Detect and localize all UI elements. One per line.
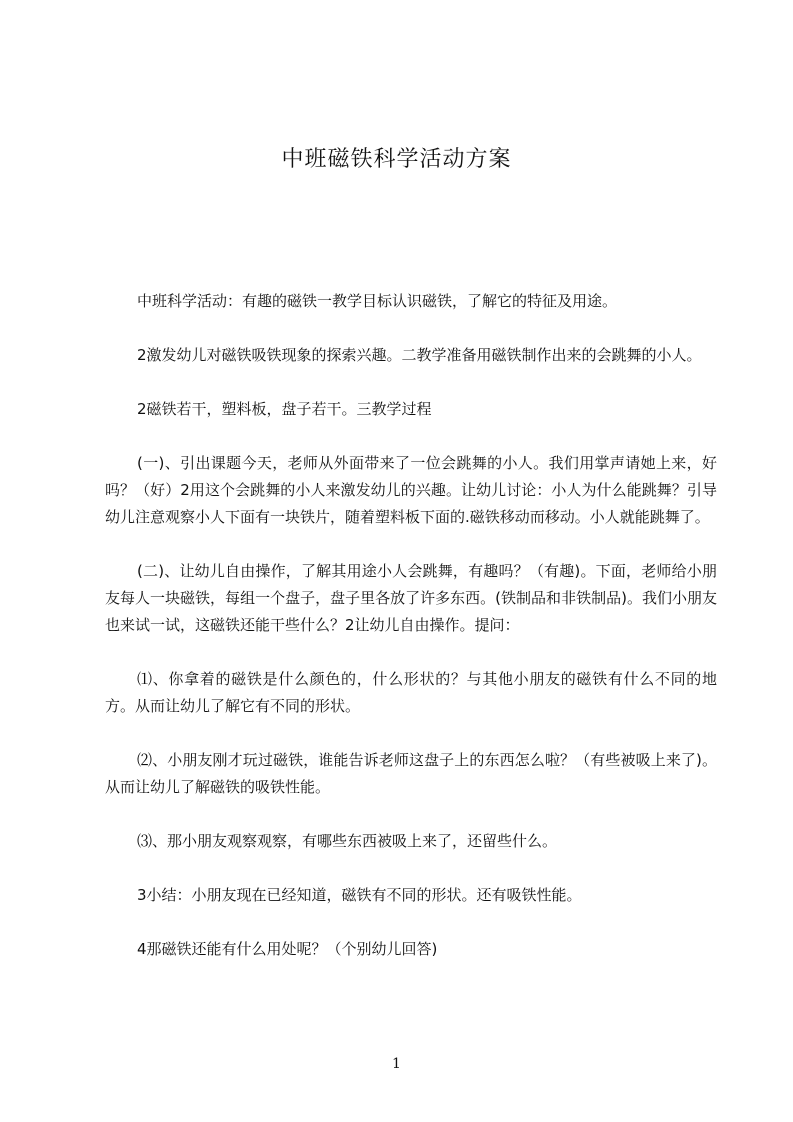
paragraph-step-2: (二)、让幼儿自由操作，了解其用途小人会跳舞，有趣吗？（有趣)。下面，老师给小朋友每人一块磁铁，每组一个盘子，盘子里各放了许多东西。(铁制品和非铁制品)。我们小朋友也来试一试，这磁铁还能干些什么？2让幼儿自由操作。提问： xyxy=(105,562,717,634)
paragraph-intro: 中班科学活动：有趣的磁铁一教学目标认识磁铁，了解它的特征及用途。 xyxy=(137,292,618,310)
paragraph-goal-2: 2激发幼儿对磁铁吸铁现象的探索兴趣。二教学准备用磁铁制作出来的会跳舞的小人。 xyxy=(137,346,702,364)
page-number: 1 xyxy=(392,1056,401,1072)
paragraph-summary: 3小结：小朋友现在已经知道，磁铁有不同的形状。还有吸铁性能。 xyxy=(137,886,582,904)
document-body xyxy=(105,288,717,990)
paragraph-question-3: ⑶、那小朋友观察观察，有哪些东西被吸上来了，还留些什么。 xyxy=(137,832,558,850)
paragraph-usage: 4那磁铁还能有什么用处呢？（个别幼儿回答) xyxy=(137,940,438,958)
paragraph-question-1: ⑴、你拿着的磁铁是什么颜色的，什么形状的？与其他小朋友的磁铁有什么不同的地方。从而让幼儿了解它有不同的形状。 xyxy=(105,670,717,715)
paragraph-question-2: ⑵、小朋友刚才玩过磁铁，谁能告诉老师这盘子上的东西怎么啦？（有些被吸上来了)。从而让幼儿了解磁铁的吸铁性能。 xyxy=(105,751,717,796)
paragraph-preparation: 2磁铁若干，塑料板，盘子若干。三教学过程 xyxy=(137,400,432,418)
page-title: 中班磁铁科学活动方案 xyxy=(281,147,512,172)
paragraph-step-1: (一)、引出课题今天，老师从外面带来了一位会跳舞的小人。我们用掌声请她上来，好吗？（好）2用这个会跳舞的小人来激发幼儿的兴趣。让幼儿讨论：小人为什么能跳舞？引导幼儿注意观察小人下面有一块铁片，随着塑料板下面的.磁铁移动而移动。小人就能跳舞了。 xyxy=(105,454,717,526)
